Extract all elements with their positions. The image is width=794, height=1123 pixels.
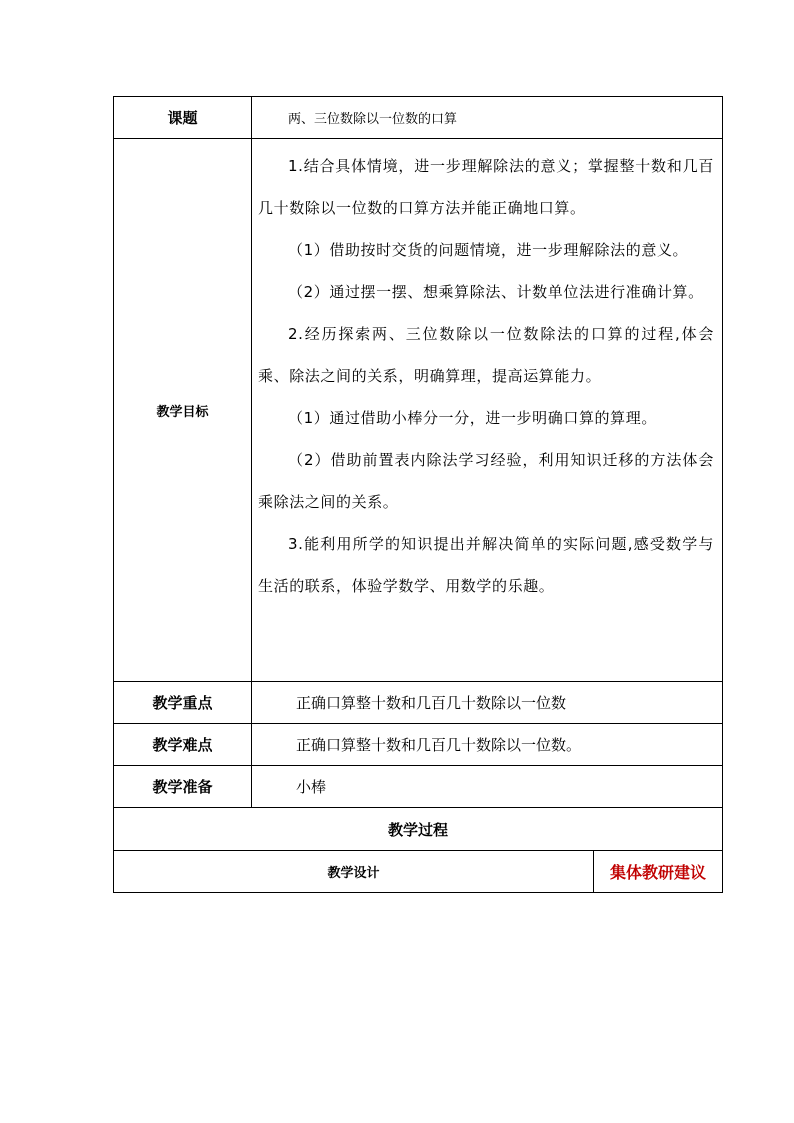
process-columns-row (114, 851, 723, 893)
goals-label: 教学目标 (114, 139, 252, 682)
preparation-row (114, 766, 723, 808)
key-point-label: 教学重点 (114, 682, 252, 724)
difficulty-label: 教学难点 (114, 724, 252, 766)
design-label: 教学设计 (114, 851, 594, 893)
goal-paragraph: 1.结合具体情境，进一步理解除法的意义；掌握整十数和几百几十数除以一位数的口算方法并能正确地口算。 (258, 157, 715, 217)
topic-label: 课题 (114, 97, 252, 139)
goal-paragraph: （2）通过摆一摆、想乘算除法、计数单位法进行准确计算。 (288, 283, 704, 301)
preparation-label: 教学准备 (114, 766, 252, 808)
goal-paragraph: 3.能利用所学的知识提出并解决简单的实际问题,感受数学与生活的联系，体验学数学、用数学的乐趣。 (258, 535, 715, 595)
goals-row (114, 139, 723, 682)
preparation-value: 小棒 (252, 766, 723, 808)
difficulty-row (114, 724, 723, 766)
key-point-value: 正确口算整十数和几百几十数除以一位数 (252, 682, 723, 724)
difficulty-value: 正确口算整十数和几百几十数除以一位数。 (252, 724, 723, 766)
goal-paragraph: 2.经历探索两、三位数除以一位数除法的口算的过程,体会乘、除法之间的关系，明确算理，提高运算能力。 (258, 325, 715, 385)
lesson-plan-table (113, 96, 723, 893)
process-header: 教学过程 (114, 808, 723, 851)
advice-label: 集体教研建议 (594, 851, 723, 893)
key-point-row (114, 682, 723, 724)
process-header-row (114, 808, 723, 851)
goal-paragraph: （1）通过借助小棒分一分，进一步明确口算的算理。 (288, 409, 657, 427)
topic-value: 两、三位数除以一位数的口算 (252, 97, 723, 139)
topic-row (114, 97, 723, 139)
goal-paragraph: （1）借助按时交货的问题情境，进一步理解除法的意义。 (288, 241, 689, 259)
goal-paragraph: （2）借助前置表内除法学习经验，利用知识迁移的方法体会乘除法之间的关系。 (258, 451, 715, 511)
goals-content (252, 139, 723, 682)
